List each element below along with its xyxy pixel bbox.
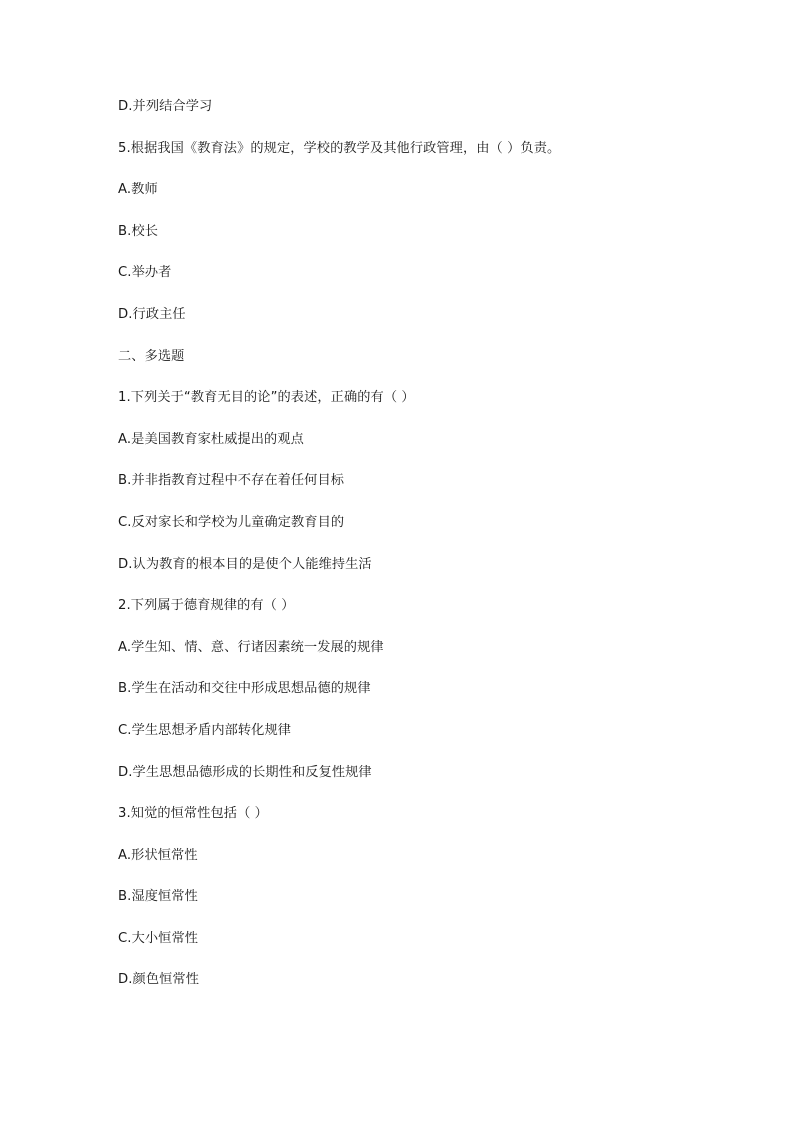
option-line: D.学生思想品德形成的长期性和反复性规律 bbox=[118, 764, 372, 780]
option-line: B.校长 bbox=[118, 223, 159, 239]
option-line: A.学生知、情、意、行诸因素统一发展的规律 bbox=[118, 639, 384, 655]
section-heading: 二、多选题 bbox=[118, 348, 185, 364]
option-line: C.反对家长和学校为儿童确定教育目的 bbox=[118, 514, 345, 530]
option-line: A.是美国教育家杜威提出的观点 bbox=[118, 431, 304, 447]
option-line: C.举办者 bbox=[118, 265, 172, 281]
option-line: D.认为教育的根本目的是使个人能维持生活 bbox=[118, 556, 372, 572]
option-line: D.颜色恒常性 bbox=[118, 972, 199, 988]
option-line: A.教师 bbox=[118, 182, 158, 198]
option-line: D.并列结合学习 bbox=[118, 99, 213, 114]
option-line: B.并非指教育过程中不存在着任何目标 bbox=[118, 473, 345, 489]
option-line: B.湿度恒常性 bbox=[118, 889, 198, 905]
option-line: D.行政主任 bbox=[118, 306, 186, 322]
question-line: 2.下列属于德育规律的有（ ） bbox=[118, 598, 295, 614]
option-line: C.大小恒常性 bbox=[118, 930, 199, 946]
question-line: 3.知觉的恒常性包括（ ） bbox=[118, 806, 268, 822]
option-line: A.形状恒常性 bbox=[118, 847, 198, 863]
question-line: 5.根据我国《教育法》的规定，学校的教学及其他行政管理，由（ ）负责。 bbox=[118, 140, 561, 156]
option-line: C.学生思想矛盾内部转化规律 bbox=[118, 722, 292, 738]
document-body bbox=[118, 96, 718, 1011]
option-line: B.学生在活动和交往中形成思想品德的规律 bbox=[118, 681, 371, 697]
question-line: 1.下列关于“教育无目的论”的表述，正确的有（ ） bbox=[118, 390, 415, 406]
